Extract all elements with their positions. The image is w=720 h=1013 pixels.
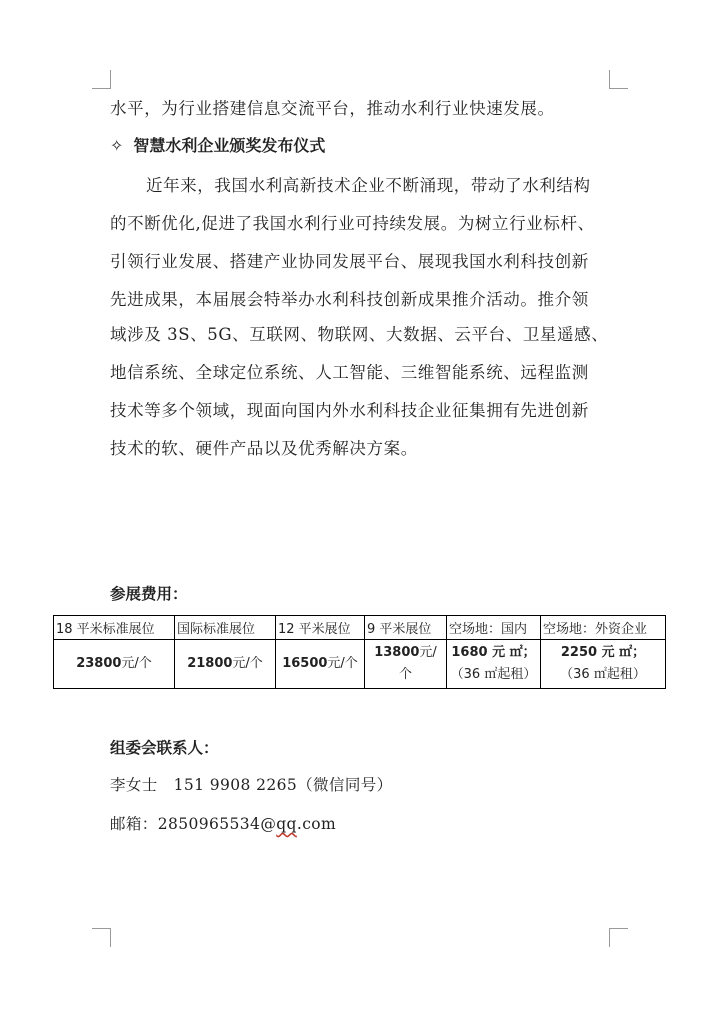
email-label: 邮箱： — [110, 815, 158, 833]
fee-unit: 元 ㎡； — [597, 645, 646, 660]
paragraph-line: 地信系统、全球定位系统、人工智能、三维智能系统、远程监测 — [110, 363, 589, 382]
fee-amount: 23800 — [76, 656, 122, 671]
paragraph-line: 先进成果，本届展会特举办水利科技创新成果推介活动。推介领 — [110, 290, 589, 309]
margin-corner-top-right — [609, 70, 628, 89]
fees-header-cell: 国际标准展位 — [175, 616, 276, 640]
fees-header-cell: 18 平米标准展位 — [54, 616, 175, 640]
fee-amount: 21800 — [187, 656, 233, 671]
fees-value-cell — [276, 640, 365, 689]
fees-header-row — [54, 616, 666, 640]
fees-value-row — [54, 640, 666, 689]
paragraph-line: 域涉及 3S、5G、互联网、物联网、大数据、云平台、卫星遥感、 — [110, 325, 609, 344]
paragraph-line: 的不断优化,促进了我国水利行业可持续发展。为树立行业标杆、 — [110, 214, 595, 233]
contact-person: 李女士 151 9908 2265（微信同号） — [110, 776, 393, 794]
fees-title: 参展费用： — [110, 585, 188, 603]
fees-value-cell — [365, 640, 447, 689]
fee-note: （36 ㎡起租） — [560, 667, 646, 682]
fees-header-cell: 空场地：国内 — [447, 616, 541, 640]
fee-unit: 元/个 — [327, 656, 358, 671]
fees-value-cell — [54, 640, 175, 689]
fee-unit-line2: 个 — [398, 667, 412, 682]
fee-amount: 16500 — [282, 656, 328, 671]
fees-value-cell — [447, 640, 541, 689]
fees-value-cell — [175, 640, 276, 689]
email-prefix: 2850965534@ — [157, 815, 277, 833]
margin-corner-top-left — [92, 70, 111, 89]
paragraph-line: 技术等多个领域，现面向国内外水利科技企业征集拥有先进创新 — [110, 401, 589, 420]
fees-table — [53, 615, 666, 689]
fees-header-cell: 空场地：外资企业 — [541, 616, 666, 640]
fee-amount: 1680 — [451, 645, 488, 660]
fee-amount: 2250 — [560, 645, 598, 660]
fee-unit: 元 ㎡； — [487, 645, 536, 660]
fee-unit: 元/个 — [121, 656, 152, 671]
diamond-bullet-icon: ✧ — [110, 136, 124, 155]
fee-amount: 13800 — [374, 645, 420, 660]
margin-corner-bottom-left — [92, 928, 111, 947]
fees-header-cell: 9 平米展位 — [365, 616, 447, 640]
intro-line: 水平，为行业搭建信息交流平台，推动水利行业快速发展。 — [110, 99, 555, 118]
fees-header-cell: 12 平米展位 — [276, 616, 365, 640]
paragraph-line: 近年来，我国水利高新技术企业不断涌现，带动了水利结构 — [146, 176, 591, 195]
margin-corner-bottom-right — [609, 928, 628, 947]
contact-email — [110, 812, 336, 834]
email-domain-spellcheck: qq — [276, 815, 297, 833]
fee-unit: 元/ — [419, 645, 437, 660]
paragraph-line: 引领行业发展、搭建产业协同发展平台、展现我国水利科技创新 — [110, 252, 589, 271]
section-heading — [110, 133, 325, 156]
fee-unit: 元/个 — [232, 656, 263, 671]
fees-value-cell — [541, 640, 666, 689]
section-heading-text: 智慧水利企业颁奖发布仪式 — [133, 136, 326, 155]
paragraph-line: 技术的软、硬件产品以及优秀解决方案。 — [110, 439, 418, 458]
email-suffix: .com — [296, 815, 337, 833]
contact-title: 组委会联系人： — [110, 739, 219, 757]
fee-note: （36 ㎡起租） — [450, 667, 537, 682]
